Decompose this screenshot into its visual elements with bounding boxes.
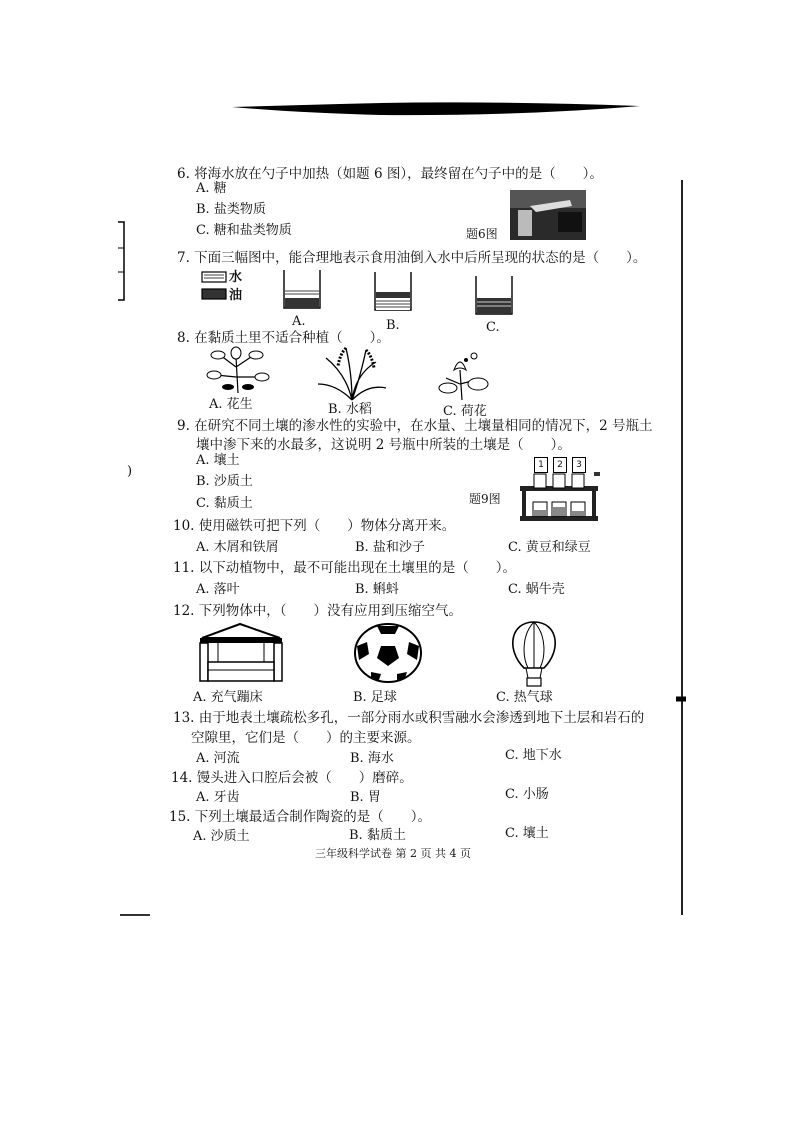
q14-option-c[interactable]: C. 小肠 [505,787,549,802]
q7-legend-water: 水 [229,270,243,285]
q7-legend [202,270,232,304]
q9-stem-line1: 9. 在研究不同土壤的渗水性的实验中，在水量、土壤量相同的情况下，2 号瓶土 [177,418,653,434]
q8-option-a[interactable]: A. 花生 [209,397,253,412]
q15-stem: 15. 下列土壤最适合制作陶瓷的是（ ）。 [169,809,432,825]
q9-option-c[interactable]: C. 黏质土 [196,496,253,511]
q14-option-b[interactable]: B. 胃 [350,790,381,805]
q12-bounce-house [196,622,286,684]
q9-option-a[interactable]: A. 壤土 [196,453,240,468]
q9-bottle-label-1: 1 [534,457,548,473]
margin-mark: ) [127,464,133,479]
q8-stem: 8. 在黏质土里不适合种植（ ）。 [177,330,390,346]
q11-stem: 11. 以下动植物中，最不可能出现在土壤里的是（ ）。 [173,560,517,576]
page-footer: 三年级科学试卷 第 2 页 共 4 页 [315,847,471,860]
q10-option-a[interactable]: A. 木屑和铁屑 [196,540,279,555]
q6-stem: 6. 将海水放在勺子中加热（如题 6 图），最终留在勺子中的是（ ）。 [177,166,603,182]
q9-bottle-label-3: 3 [572,457,586,473]
q14-stem: 14. 馒头进入口腔后会被（ ）磨碎。 [171,770,413,786]
q13-option-b[interactable]: B. 海水 [350,751,394,766]
q10-stem: 10. 使用磁铁可把下列（ ）物体分离开来。 [173,518,456,534]
q7-beaker-a [282,268,324,312]
q14-option-a[interactable]: A. 牙齿 [196,790,240,805]
q7-legend-oil: 油 [229,288,243,303]
q7-beaker-c [474,274,516,318]
q7-option-a[interactable]: A. [292,314,306,329]
q13-stem-line2: 空隙里，它们是（ ）的主要来源。 [191,730,421,746]
q8-option-c[interactable]: C. 荷花 [443,404,487,419]
q6-option-c[interactable]: C. 糖和盐类物质 [196,223,292,238]
q11-option-c[interactable]: C. 蜗牛壳 [508,582,565,597]
q6-option-a[interactable]: A. 糖 [196,181,227,196]
q6-option-b[interactable]: B. 盐类物质 [196,202,266,217]
q8-peanut-plant [206,347,270,395]
q8-lotus-plant [436,350,492,402]
q7-option-c[interactable]: C. [486,320,500,335]
q12-option-a[interactable]: A. 充气蹦床 [193,690,263,705]
q13-option-a[interactable]: A. 河流 [196,751,240,766]
q10-option-c[interactable]: C. 黄豆和绿豆 [508,540,591,555]
q12-hot-air-balloon [504,620,564,688]
q11-option-a[interactable]: A. 落叶 [196,582,240,597]
q6-spoon-heating-photo [510,190,586,240]
q13-option-c[interactable]: C. 地下水 [505,748,562,763]
q7-stem: 7. 下面三幅图中，能合理地表示食用油倒入水中后所呈现的状态的是（ ）。 [177,250,647,266]
q9-option-b[interactable]: B. 沙质土 [196,474,253,489]
q10-option-b[interactable]: B. 盐和沙子 [355,540,425,555]
q15-option-a[interactable]: A. 沙质土 [193,829,250,844]
q11-option-b[interactable]: B. 蝌蚪 [355,582,399,597]
q7-beaker-b [373,270,415,314]
q9-stem-line2: 壤中渗下来的水最多，这说明 2 号瓶中所装的土壤是（ ）。 [196,437,571,453]
q13-stem-line1: 13. 由于地表土壤疏松多孔，一部分雨水或积雪融水会渗透到地下土层和岩石的 [173,710,645,726]
q8-option-b[interactable]: B. 水稻 [328,402,372,417]
q12-option-b[interactable]: B. 足球 [353,690,397,705]
q7-option-b[interactable]: B. [386,318,400,333]
q9-bottle-label-2: 2 [553,457,567,473]
q15-option-b[interactable]: B. 黏质土 [349,828,406,843]
q15-option-c[interactable]: C. 壤土 [505,826,549,841]
q8-rice-plant [316,344,388,402]
q9-figure-caption: 题9图 [469,492,501,506]
q12-stem: 12. 下列物体中，（ ）没有应用到压缩空气。 [173,603,463,619]
q6-figure-caption: 题6图 [466,227,498,241]
q12-soccer-ball [353,622,423,684]
q12-option-c[interactable]: C. 热气球 [496,690,553,705]
